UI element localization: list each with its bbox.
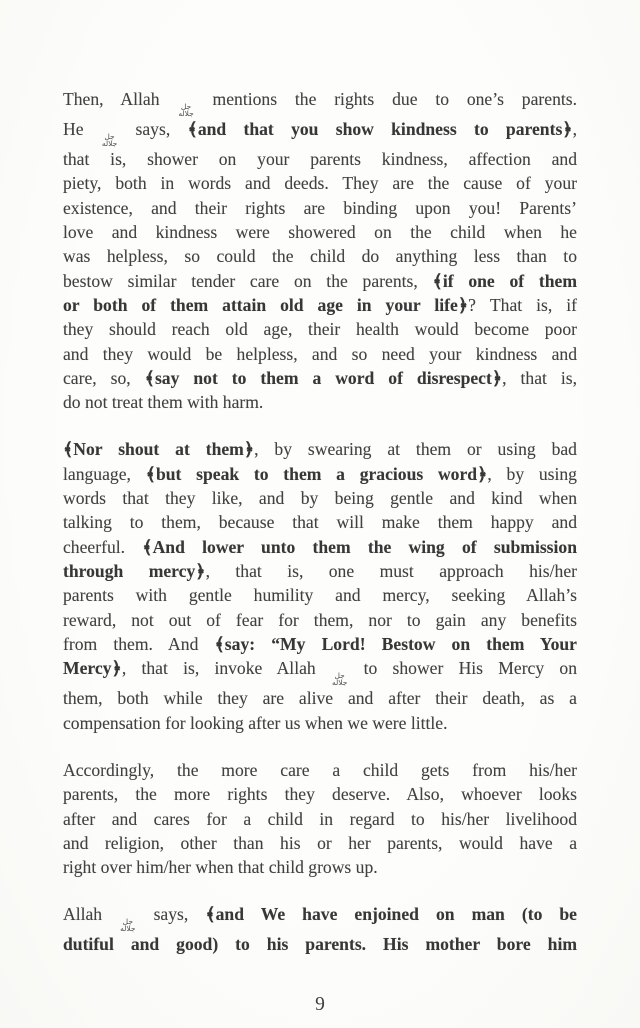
body-text: love and kindness were showered on the child when he [63,221,577,242]
text-line [63,171,577,195]
body-text: after and cares for a child in regard to his/her livelihood [63,808,577,829]
quran-quote-bold: ﴾say: “My Lord! Bestow on them Your [214,633,577,654]
body-text: was helpless, so could the child do anything less than to [63,246,577,267]
body-text: compensation for looking after us when we were little. [63,712,448,733]
allah-honorific-symbol: جل جلاله [178,102,194,118]
body-text: care, so, [63,367,145,388]
quran-quote-bold: or both of them attain old age in your life﴿ [63,294,469,315]
body-text: ? That is, if [468,294,577,315]
text-line [63,342,577,366]
body-text: and religion, other than his or her parents, would have a [63,832,577,853]
body-text: them, both while they are alive and after their death, as a [63,688,577,709]
body-text: mentions the rights due to one’s parents. [194,89,577,109]
body-text: bestow similar tender care on the parents, [63,270,433,291]
body-text: language, [63,463,146,484]
body-text: they should reach old age, their health would become poor [63,319,577,340]
text-line [63,902,577,932]
body-text: parents, the more rights they deserve. Also, whoever looks [63,784,577,805]
body-text: , [572,119,577,139]
allah-honorific-symbol: جل جلاله [331,671,348,687]
body-text: do not treat them with harm. [63,392,264,413]
paragraph [63,902,577,956]
body-text: to shower His Mercy on [348,658,577,679]
body-text: , by swearing at them or using bad [254,439,577,460]
quran-quote-bold: ﴾Nor shout at them﴿ [63,439,255,460]
body-text: from them. And [63,633,215,654]
body-text: piety, both in words and deeds. They are the cause of your [63,173,577,194]
body-text: talking to them, because that will make them happy and [63,512,577,533]
body-text: , that is, one must approach his/her [205,561,577,581]
allah-honorific-symbol: جل جلاله [101,132,118,148]
text-line [63,758,577,782]
body-text: existence, and their rights are binding upon you! Parents’ [63,197,577,218]
body-text: right over him/her when that child grows up. [63,857,378,878]
text-line [63,686,577,710]
text-line [63,831,577,855]
paragraph [63,758,577,880]
text-line [63,390,577,414]
text-line [63,117,577,147]
quran-quote-bold: through mercy﴿ [63,561,206,581]
text-line [63,462,577,486]
body-text: says, [136,904,206,925]
text-line [63,87,577,117]
text-line [63,807,577,831]
body-text: reward, not out of fear for them, nor to gain any benefits [63,609,577,630]
text-line [63,366,577,390]
text-line [63,608,577,632]
quran-quote-bold: ﴾and that you show kindness to parents﴿ [187,119,573,139]
text-line [63,293,577,317]
text-line [63,437,577,461]
body-text: Then, Allah [63,89,178,109]
text-line [63,559,577,583]
text-line [63,855,577,879]
text-line [63,220,577,244]
text-line [63,535,577,559]
body-text: , that is, [502,367,577,388]
quran-quote-bold: Mercy﴿ [63,658,122,679]
text-line [63,244,577,268]
text-line [63,147,577,171]
text-line [63,632,577,656]
paragraph [63,87,577,414]
quran-quote-bold: ﴾but speak to them a gracious word﴿ [145,463,488,484]
text-line [63,711,577,735]
text-line [63,486,577,510]
quran-quote-bold: ﴾say not to them a word of disrespect﴿ [144,367,503,388]
body-text: and they would be helpless, and so need your kindness and [63,343,577,364]
text-line [63,932,577,956]
body-text: , by using [487,463,577,484]
body-text: Allah [63,904,120,925]
quran-quote-bold: dutiful and good) to his parents. His mother bore him [63,934,577,955]
body-text: that is, shower on your parents kindness, affection and [63,149,577,169]
text-block [63,87,577,980]
body-text: parents with gentle humility and mercy, seeking Allah’s [63,585,577,606]
text-line [63,656,577,686]
quran-quote-bold: ﴾And lower unto them the wing of submission [142,536,577,557]
text-line [63,196,577,220]
body-text: Accordingly, the more care a child gets from his/her [63,759,577,780]
text-line [63,269,577,293]
quran-quote-bold: ﴾if one of them [432,270,577,291]
body-text: , that is, invoke Allah [121,658,331,679]
body-text: words that they like, and by being gentle and kind when [63,488,577,509]
text-line [63,782,577,806]
text-line [63,317,577,341]
text-line [63,583,577,607]
page-number: 9 [315,994,325,1015]
quran-quote-bold: ﴾and We have enjoined on man (to be [205,904,577,925]
text-line [63,510,577,534]
allah-honorific-symbol: جل جلاله [120,917,136,933]
body-text: cheerful. [63,536,143,557]
paragraph [63,437,577,734]
body-text: He [63,119,101,139]
body-text: says, [118,119,188,139]
